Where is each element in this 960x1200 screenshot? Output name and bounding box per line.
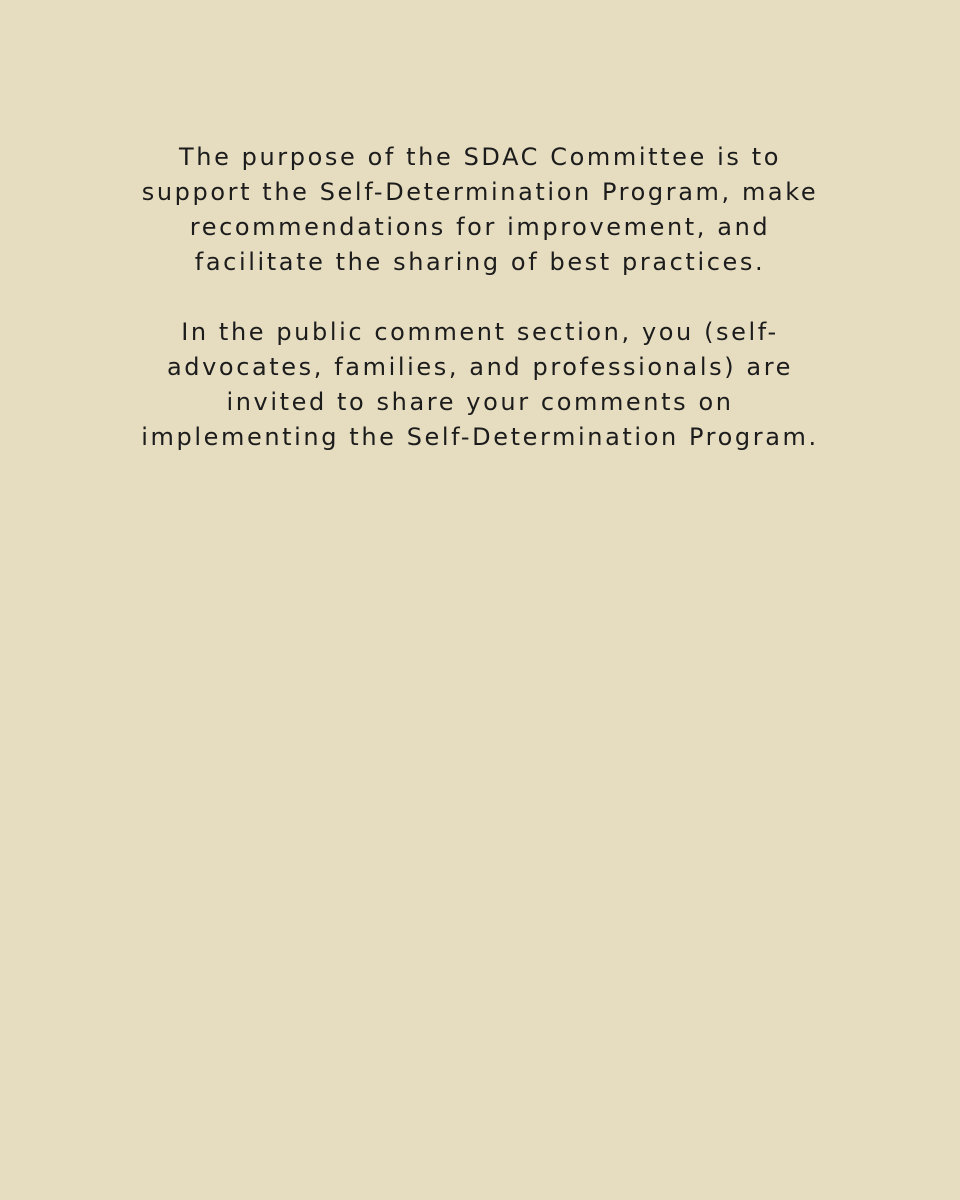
paragraph-line: recommendations for improvement, and <box>189 213 771 241</box>
paragraph-line: implementing the Self-Determination Program. <box>141 423 819 451</box>
paragraph-line: invited to share your comments on <box>226 388 734 416</box>
purpose-paragraph <box>0 140 960 280</box>
public-comment-paragraph <box>0 315 960 455</box>
paragraph-line: support the Self-Determination Program, make <box>141 178 819 206</box>
paragraph-line: facilitate the sharing of best practices. <box>194 248 766 276</box>
paragraph-line: In the public comment section, you (self- <box>181 318 779 346</box>
paragraph-line: advocates, families, and professionals) are <box>166 353 794 381</box>
paragraph-line: The purpose of the SDAC Committee is to <box>179 143 781 171</box>
